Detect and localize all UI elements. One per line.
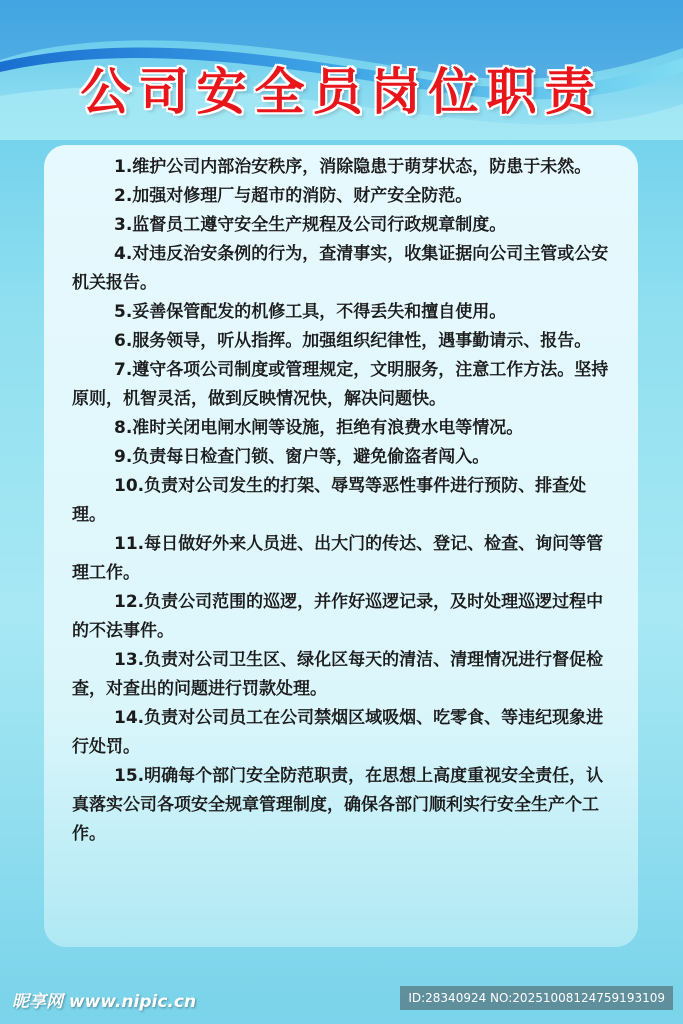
image-id-label: ID:28340924 NO:20251008124759193109	[400, 986, 673, 1010]
duty-list	[72, 153, 618, 849]
duty-item: 8.准时关闭电闸水闸等设施，拒绝有浪费水电等情况。	[114, 418, 524, 438]
site-logo: 昵享网 www.nipic.cn	[12, 992, 197, 1012]
duty-item: 14.负责对公司员工在公司禁烟区域吸烟、吃零食、等违纪现象进行处罚。	[72, 708, 604, 757]
duty-item: 4.对违反治安条例的行为，查清事实，收集证据向公司主管或公安机关报告。	[72, 244, 609, 293]
duty-item: 1.维护公司内部治安秩序，消除隐患于萌芽状态，防患于未然。	[114, 157, 592, 177]
duty-item: 2.加强对修理厂与超市的消防、财产安全防范。	[114, 186, 473, 206]
watermark-footer	[0, 983, 683, 1024]
duty-item: 7.遵守各项公司制度或管理规定，文明服务，注意工作方法。坚持原则，机智灵活，做到反映情况快，解决问题快。	[72, 360, 609, 409]
duty-item: 13.负责对公司卫生区、绿化区每天的清洁、清理情况进行督促检查，对查出的问题进行罚款处理。	[72, 650, 604, 699]
duty-item: 12.负责公司范围的巡逻，并作好巡逻记录，及时处理巡逻过程中的不法事件。	[72, 592, 604, 641]
duty-item: 6.服务领导，听从指挥。加强组织纪律性，遇事勤请示、报告。	[114, 331, 592, 351]
duty-item: 9.负责每日检查门锁、窗户等，避免偷盗者闯入。	[114, 447, 490, 467]
duty-item: 10.负责对公司发生的打架、辱骂等恶性事件进行预防、排查处理。	[72, 476, 587, 525]
duty-item: 5.妥善保管配发的机修工具，不得丢失和擅自使用。	[114, 302, 507, 322]
duty-item: 3.监督员工遵守安全生产规程及公司行政规章制度。	[114, 215, 507, 235]
duty-item: 15.明确每个部门安全防范职责，在思想上高度重视安全责任，认真落实公司各项安全规章管理制度，确保各部门顺利实行安全生产个工作。	[72, 766, 604, 844]
page-title: 公司安全员岗位职责	[80, 63, 603, 121]
duty-item: 11.每日做好外来人员进、出大门的传达、登记、检查、询问等管理工作。	[72, 534, 604, 583]
